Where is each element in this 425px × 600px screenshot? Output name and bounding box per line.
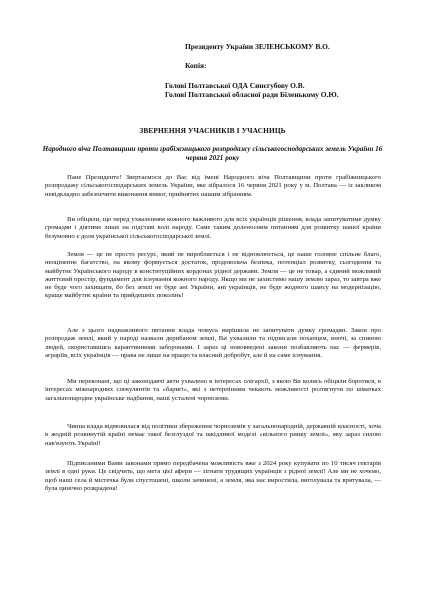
paragraph-law-adoption: Але з цього надважливого питання влада чомусь вирішила не запитувати думку громадян. Закон про розпродаж землі, який у народі назвали дерибаном землі, Ви ухвалили та підписали похапцем, вночі, за спиною людей, скориставшись карантинними заборонами. І зараз ці нововведені закони позбавляють нас — фермерів, аграріїв, всіх українців — права не лише на працю та власний добробут, але й на саме існування. <box>45 327 381 359</box>
addressee-council-head: Голові Полтавської обласної ради Біленькому О.Ю. <box>165 90 339 99</box>
paragraph-state-ownership: Чинна влада відмовилася від політики збереження чорноземів у загальнонародній, державній власності, хоча в жодній розвинутій країні немає такої безглуздої та шкідливої моделі «вільного ринку землі», яку зараз силою нав'язують Україні! <box>45 423 381 447</box>
copy-label: Копія: <box>185 61 207 70</box>
paragraph-land-value: Земля — це не просто ресурс, який не виробляється і не відновлюється, це наше головне спільне благо, неоціненне багатство, на якому формується достаток, продовольча безпека, потенціал розвитку, сьогодення та майбутнє Українського народу в конституційних кордонах рідної держави. Земля — це не товар, а єдиний можливий життєвий простір, фундамент для існування кожного народу. Якщо ми не захистимо нашу землю зараз, то завтра вже не буде чого захищати, бо без землі не буде ані України, ані українців, не буде жодного шансу на модернізацію, краще майбутнє країни та прийдешніх поколінь! <box>45 251 381 300</box>
paragraph-greeting: Пане Президенте! Звертаємося до Вас від імені Народного віча Полтавщини проти грабіжницького розпродажу сільськогосподарських земель України, яке зібралося 16 червня 2021 року у м. Полтава — із закликом невідкладно забезпечити виконання вимог, прийнятих нашим зібранням. <box>45 174 381 198</box>
addressee-president: Президенту України ЗЕЛЕНСЬКОМУ В.О. <box>185 42 330 51</box>
paragraph-oligarchy: Ми переконані, що ці законодавчі акти ухвалено в інтересах олігархії, з якою Ви колись обіцяли боротися, в інтересах міжнародних спекулянтів та «баригі», які з нетерпінням чекають можливості розтягнути по шматках загальнонародне українське надбання, наші усталені чорноземи. <box>45 378 381 402</box>
paragraph-land-concentration: Підписаними Вами законами прямо передбачена можливість вже з 2024 року купувати по 10 тисяч гектарів землі в одні руки. Це свідчить, що мета цієї афери — зігнати трудящих українців з рідної землі! Але ми не хочемо, щоб наші села й містечка були спустошені, школи зачинені, а земля, яка нас виростила, виголувала та врятувала, — була цинічно розкрадена! <box>45 460 381 492</box>
addressee-oda-head: Голові Полтавської ОДА Синєгубову О.В. <box>165 81 305 90</box>
appeal-title: ЗВЕРНЕННЯ УЧАСНИКІВ І УЧАСНИЦЬ <box>139 126 286 135</box>
appeal-subtitle: Народного віча Полтавщини проти грабіжницького розпродажу сільськогосподарських земель України 16 червня 2021 року <box>42 145 383 162</box>
paragraph-promise: Ви обіцяли, що перед ухваленням кожного важливого для всіх українців рішення, влада запитуватиме думку громадян і діятиме лише на підставі волі народу. Саме таким доленосним питанням для розвитку нашої країни безумовно є доля української сільськогосподарської землі. <box>45 216 381 240</box>
